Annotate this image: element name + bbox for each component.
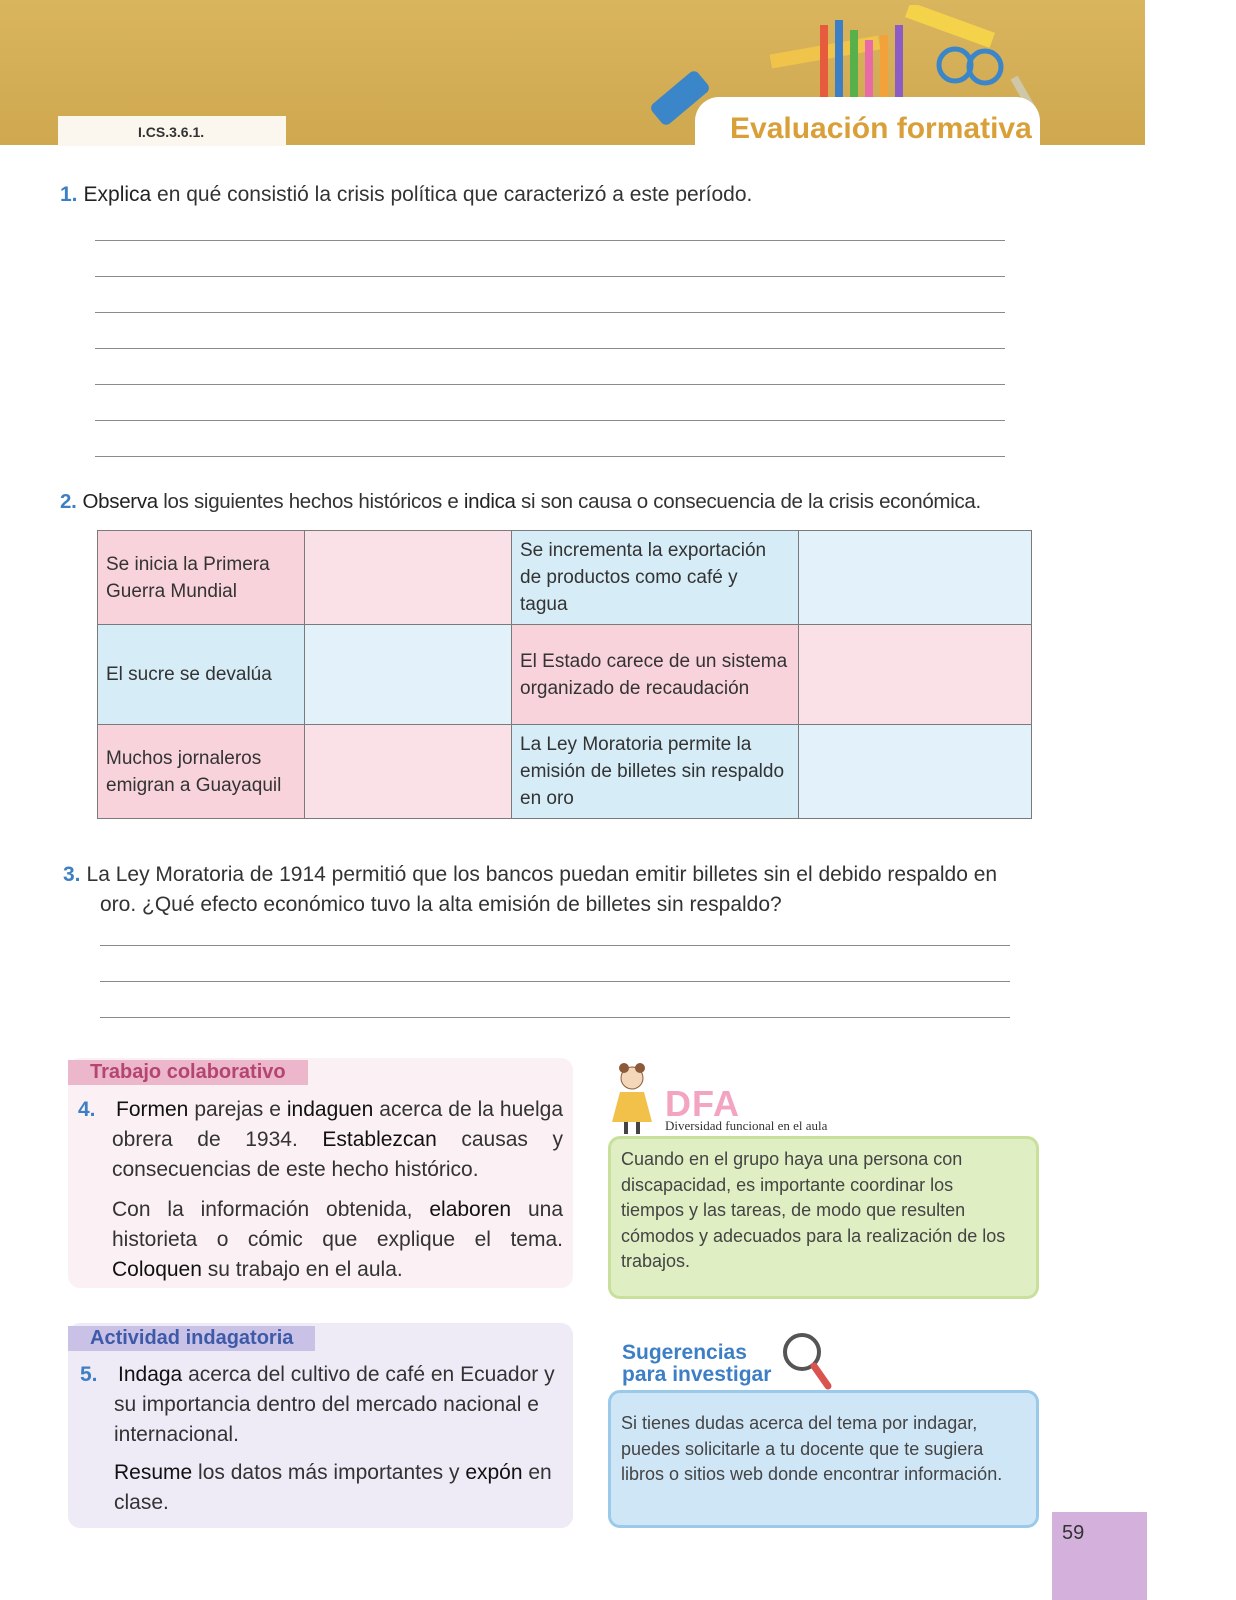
answer-line[interactable] (95, 276, 1005, 277)
answer-line[interactable] (95, 312, 1005, 313)
question-1 (60, 180, 752, 210)
table-row (98, 625, 1032, 725)
event-cell: El sucre se devalúa (98, 625, 305, 725)
collaborative-paragraph-2: Con la información obtenida, elaboren una historieta o cómic que explique el tema. Coloquen su trabajo en el aula. (112, 1198, 563, 1281)
question-number: 1. (60, 183, 78, 206)
suggestions-card (608, 1390, 1039, 1528)
girl-icon (600, 1060, 664, 1140)
inquiry-activity-tag: Actividad indagatoria (68, 1326, 315, 1351)
events-table (97, 530, 1032, 819)
right-margin (1145, 0, 1236, 1600)
answer-cell[interactable] (799, 625, 1032, 725)
collaborative-work-tag: Trabajo colaborativo (68, 1060, 308, 1085)
event-cell: El Estado carece de un sistema organizado de recaudación (512, 625, 799, 725)
event-cell: La Ley Moratoria permite la emisión de billetes sin respaldo en oro (512, 725, 799, 819)
event-cell: Muchos jornaleros emigran a Guayaquil (98, 725, 305, 819)
answer-line[interactable] (95, 240, 1005, 241)
answer-line[interactable] (100, 1017, 1010, 1018)
answer-line[interactable] (100, 981, 1010, 982)
question-verb: Observa (82, 490, 158, 513)
question-text: los siguientes hechos históricos e (157, 490, 464, 513)
answer-cell[interactable] (799, 531, 1032, 625)
answer-cell[interactable] (305, 531, 512, 625)
question-2 (60, 487, 981, 517)
question-number: 3. (63, 863, 81, 886)
question-text-line-2: oro. ¿Qué efecto económico tuvo la alta emisión de billetes sin respaldo? (100, 893, 782, 916)
dfa-subtitle: Diversidad funcional en el aula (665, 1118, 828, 1133)
event-cell: Se incrementa la exportación de productos como café y tagua (512, 531, 799, 625)
question-text: si son causa o consecuencia de la crisis económica. (515, 490, 981, 513)
indicator-code-box (58, 116, 286, 146)
answer-cell[interactable] (305, 625, 512, 725)
question-number: 5. (80, 1363, 98, 1386)
dfa-title: DFA (665, 1083, 740, 1124)
answer-cell[interactable] (305, 725, 512, 819)
dfa-text: Cuando en el grupo haya una persona con discapacidad, es importante coordinar los tiempos y las tareas, de modo que resulten cómodos y adecuados para la realización de los trabajos. (621, 1149, 1006, 1271)
question-verb: Explica (83, 183, 152, 206)
event-cell: Se inicia la Primera Guerra Mundial (98, 531, 305, 625)
page-title: Evaluación formativa (730, 112, 1032, 145)
dfa-card (608, 1136, 1039, 1299)
collaborative-paragraph-1: 4. Formen parejas e indaguen acerca de la huelga obrera de 1934. Establezcan causas y consecuencias de este hecho histórico. (78, 1095, 563, 1185)
answer-line[interactable] (95, 420, 1005, 421)
magnifier-icon (780, 1330, 836, 1392)
suggestions-text: Si tienes dudas acerca del tema por indagar, puedes solicitarle a tu docente que te sugiera libros o sitios web donde encontrar información. (621, 1413, 1003, 1484)
question-verb: indica (463, 490, 516, 513)
page-number: 59 (1062, 1522, 1085, 1544)
question-number: 4. (78, 1098, 96, 1121)
answer-line[interactable] (95, 348, 1005, 349)
suggestions-title: Sugerencias para investigar (622, 1341, 772, 1386)
question-text-line-1: La Ley Moratoria de 1914 permitió que los bancos puedan emitir billetes sin el debido respaldo en (86, 863, 998, 886)
indicator-code: I.CS.3.6.1. (138, 124, 205, 140)
question-number: 2. (60, 490, 77, 513)
inquiry-paragraph-1: 5. Indaga acerca del cultivo de café en Ecuador y su importancia dentro del mercado nacional e internacional. (80, 1360, 563, 1450)
inquiry-paragraph-2: Resume los datos más importantes y expón en clase. (114, 1461, 552, 1514)
question-text: en qué consistió la crisis política que caracterizó a este período. (151, 183, 753, 206)
answer-line[interactable] (95, 456, 1005, 457)
answer-line[interactable] (95, 384, 1005, 385)
table-row (98, 725, 1032, 819)
answer-line[interactable] (100, 945, 1010, 946)
answer-cell[interactable] (799, 725, 1032, 819)
question-3 (63, 860, 1048, 920)
table-row (98, 531, 1032, 625)
